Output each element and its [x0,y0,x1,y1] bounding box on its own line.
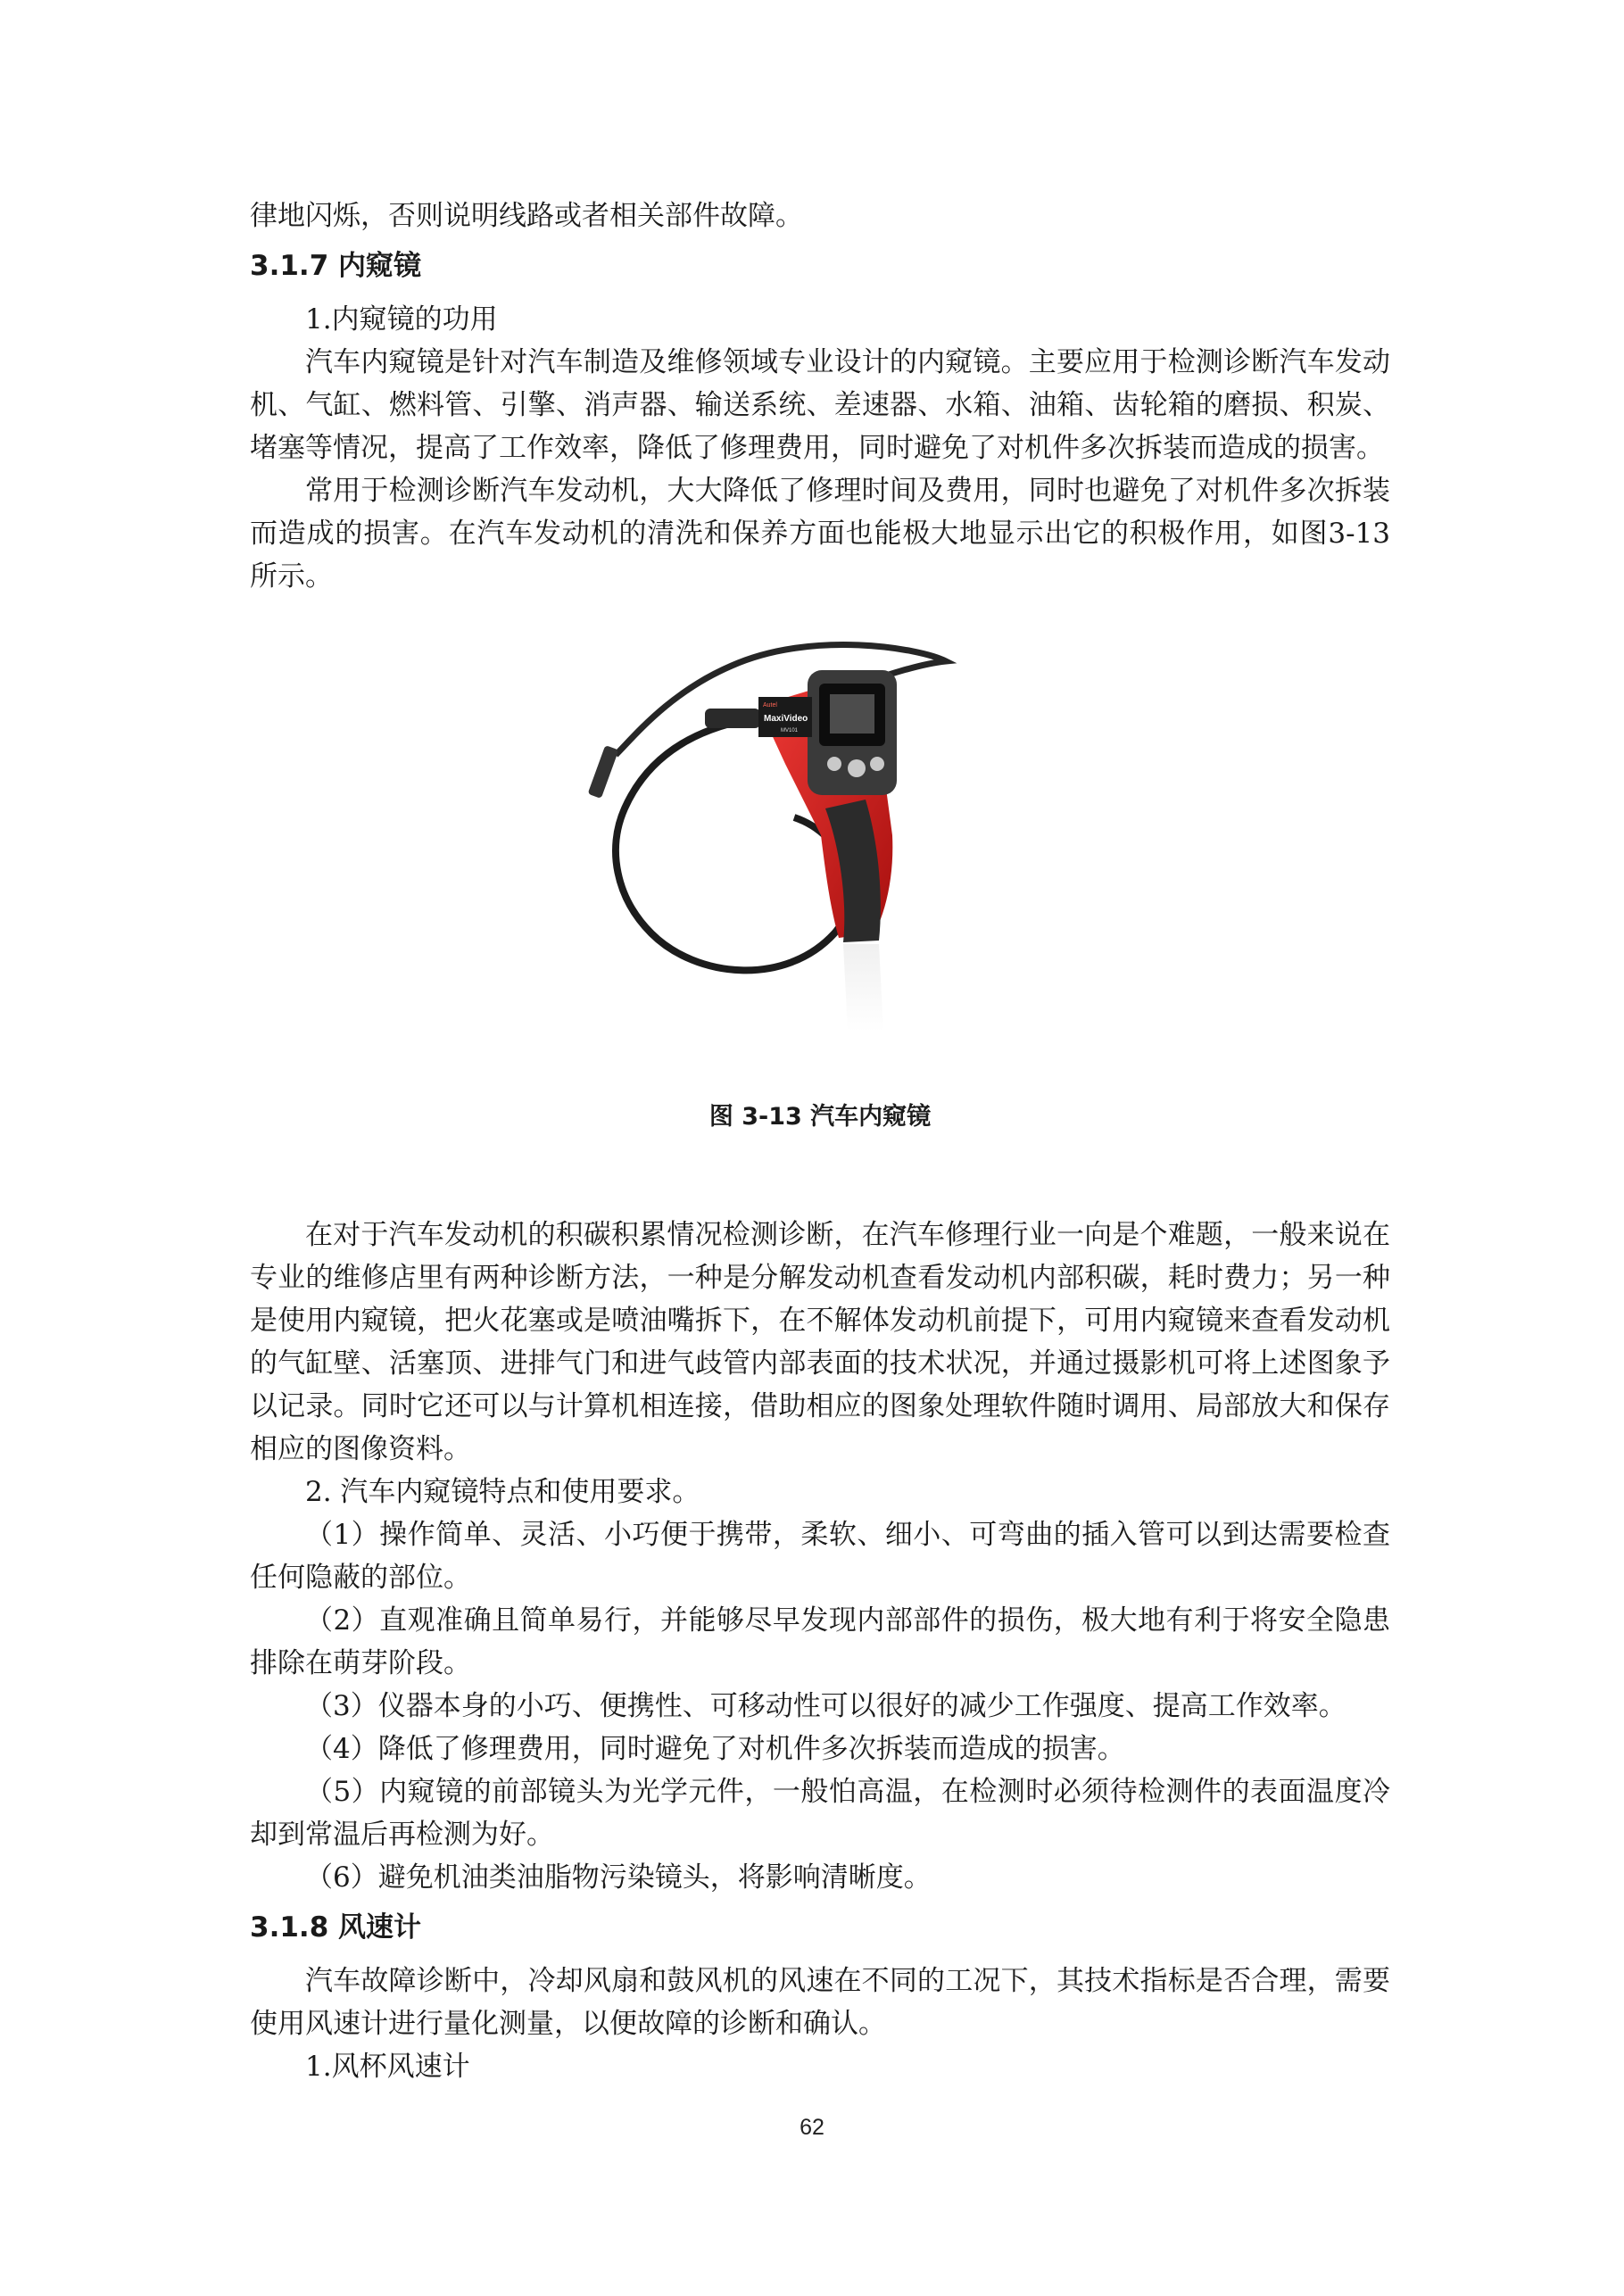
subheading-cup-anemometer: 1.风杯风速计 [305,2051,470,2083]
control-button [870,757,884,771]
camera-probe-tip [588,745,619,799]
subheading-features: 2. 汽车内窥镜特点和使用要求。 [305,1476,700,1508]
subheading-function: 1.内窥镜的功用 [305,303,498,336]
endoscope-illustration [580,612,1062,1094]
page-number: 62 [800,2115,824,2140]
paragraph-carbon-diagnosis: 在对于汽车发动机的积碳积累情况检测诊断，在汽车修理行业一向是个难题，一般来说在专业的维修店里有两种诊断方法，一种是分解发动机查看发动机内部积碳，耗时费力；另一种是使用内窥镜，把火花塞或是喷油嘴拆下，在不解体发动机前提下，可用内窥镜来查看发动机的气缸壁、活塞顶、进排气门和进气歧管内部表面的技术状况，并通过摄影机可将上述图象予以记录。同时它还可以与计算机相连接，借助相应的图象处理软件随时调用、局部放大和保存相应的图像资料。 [250,1219,1390,1465]
page-content [250,195,1390,2088]
control-button [848,759,866,777]
list-item: （6）避免机油类油脂物污染镜头，将影响清晰度。 [305,1861,932,1894]
device-brand-label: Autel [763,702,777,709]
device-model-label: MaxiVideo [764,714,808,724]
paragraph-continued: 律地闪烁，否则说明线路或者相关部件故障。 [250,200,803,232]
list-item: （5）内窥镜的前部镜头为光学元件，一般怕高温，在检测时必须待检测件的表面温度冷却到常温后再检测为好。 [250,1776,1390,1851]
list-item: （1）操作简单、灵活、小巧便于携带，柔软、细小、可弯曲的插入管可以到达需要检查任何隐蔽的部位。 [250,1519,1390,1594]
paragraph-function: 汽车内窥镜是针对汽车制造及维修领域专业设计的内窥镜。主要应用于检测诊断汽车发动机、气缸、燃料管、引擎、消声器、输送系统、差速器、水箱、油箱、齿轮箱的磨损、积炭、堵塞等情况，提高了工作效率，降低了修理费用，同时避免了对机件多次拆装而造成的损害。 [250,346,1390,464]
list-item: （2）直观准确且简单易行，并能够尽早发现内部部件的损伤，极大地有利于将安全隐患排除在萌芽阶段。 [250,1604,1390,1679]
floor-reflection [843,944,883,1032]
paragraph-usage: 常用于检测诊断汽车发动机，大大降低了修理时间及费用，同时也避免了对机件多次拆装而造成的损害。在汽车发动机的清洗和保养方面也能极大地显示出它的积极作用，如图3-13 所示。 [250,475,1390,593]
section-heading-3-1-8: 3.1.8 风速计 [250,1911,422,1944]
figure-endoscope [250,612,1390,1094]
device-code-label: MV101 [781,728,799,734]
cable-connector [705,709,760,728]
list-item: （4）降低了修理费用，同时避免了对机件多次拆装而造成的损害。 [305,1733,1125,1765]
control-button [827,757,841,771]
figure-caption: 图 3-13 汽车内窥镜 [708,1103,932,1131]
list-item: （3）仪器本身的小巧、便携性、可移动性可以很好的减少工作强度、提高工作效率。 [305,1690,1346,1722]
section-heading-3-1-7: 3.1.7 内窥镜 [250,250,422,282]
paragraph-anemometer: 汽车故障诊断中，冷却风扇和鼓风机的风速在不同的工况下，其技术指标是否合理，需要使用风速计进行量化测量，以便故障的诊断和确认。 [250,1965,1390,2040]
